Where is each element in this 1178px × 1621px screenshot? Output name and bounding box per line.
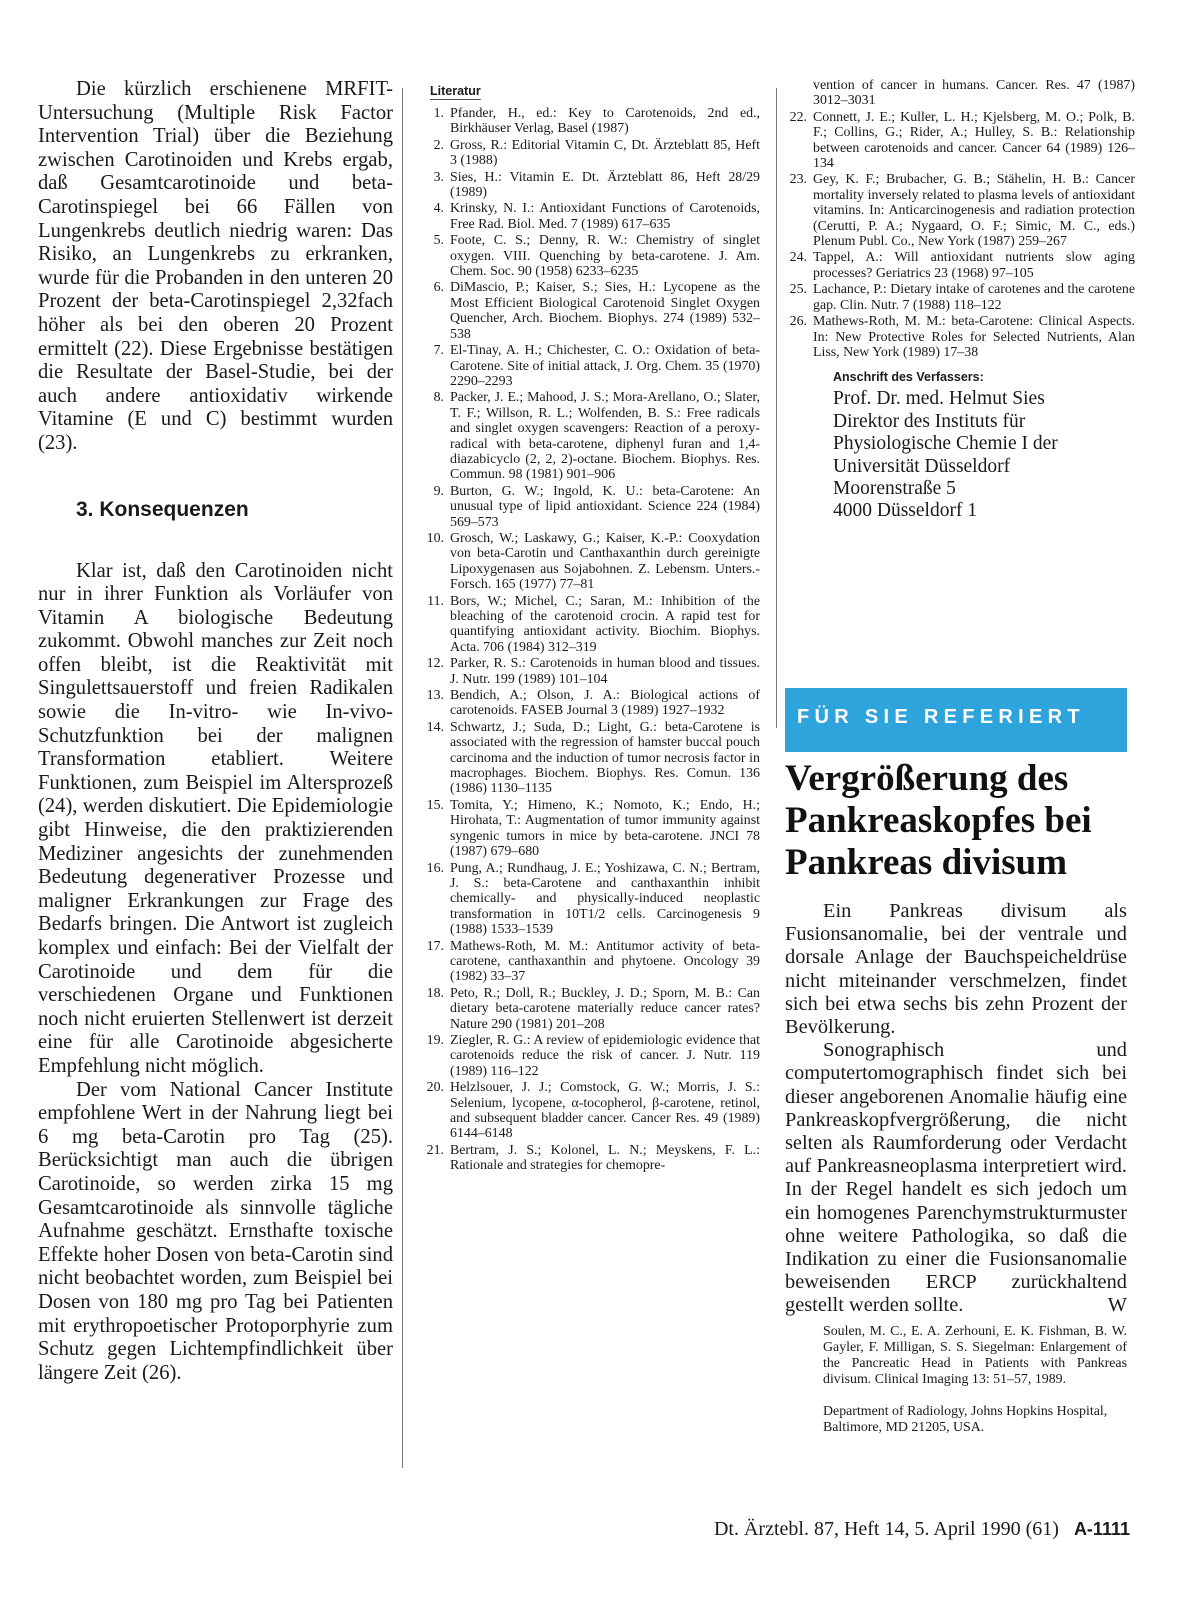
reference-item xyxy=(783,314,1135,360)
reference-text: Helzlsouer, J. J.; Comstock, G. W.; Morris, J. S.: Selenium, lycopene, α-tocopherol, β-carotene, retinol, and subsequent bladder cancer. Cancer Res. 49 (1989) 6144–6148 xyxy=(450,1080,760,1142)
article-department: Department of Radiology, Johns Hopkins Hospital, Baltimore, MD 21205, USA. xyxy=(823,1403,1108,1435)
reference-list-continued xyxy=(783,110,1135,361)
literatur-heading: Literatur xyxy=(430,84,481,98)
reference-text: Krinsky, N. I.: Antioxidant Functions of Carotenoids, Free Rad. Biol. Med. 7 (1989) 617–635 xyxy=(450,201,760,232)
reference-item xyxy=(420,656,760,687)
paragraph-nci-recommendation: Der vom National Cancer Institute empfohlene Wert in der Nahrung liegt bei 6 mg beta-Carotin pro Tag (25). Berücksichtigt man auch die übrigen Carotinoide, so werden zirka 15 mg Gesamtcarotinoide als sinnvolle tägliche Aufnahme geschätzt. Ernsthafte toxische Effekte hoher Dosen von beta-Carotin sind nicht beobachtet worden, zum Beispiel bei Dosen von 180 mg pro Tag bei Patienten mit erythropoetischer Protoporphyrie zum Schutz gegen Lichtempfindlichkeit über längere Zeit (26). xyxy=(38,1078,393,1384)
reference-number: 7. xyxy=(433,343,444,359)
reference-item xyxy=(420,280,760,342)
reference-number: 26. xyxy=(789,314,807,330)
reference-number: 11. xyxy=(427,593,444,609)
reference-item xyxy=(420,531,760,593)
reference-list xyxy=(420,106,760,1174)
headline-line: Pankreaskopfes bei xyxy=(785,800,1092,841)
reference-number: 16. xyxy=(426,860,444,876)
reference-item xyxy=(420,106,760,137)
references-column xyxy=(420,82,760,1175)
reference-item xyxy=(420,720,760,797)
reference-number: 10. xyxy=(426,530,444,546)
address-label: Anschrift des Verfassers: xyxy=(833,370,984,385)
address-line: Direktor des Instituts für xyxy=(833,410,1026,432)
reference-item xyxy=(420,861,760,938)
right-column xyxy=(783,78,1135,523)
reference-text: El-Tinay, A. H.; Chichester, C. O.: Oxidation of beta-Carotene. Site of initial attack, J. Org. Chem. 35 (1970) 2290–2293 xyxy=(450,343,760,389)
reference-text: Tappel, A.: Will antioxidant nutrients slow aging processes? Geriatrics 23 (1968) 97–105 xyxy=(813,250,1135,281)
reference-number: 3. xyxy=(433,169,444,185)
reference-item xyxy=(420,170,760,201)
reference-text: Bendich, A.; Olson, J. A.: Biological actions of carotenoids. FASEB Journal 3 (1989) 1927–1932 xyxy=(450,688,760,719)
reference-text: Foote, C. S.; Denny, R. W.: Chemistry of singlet oxygen. VIII. Quenching by beta-carotene. J. Am. Chem. Soc. 90 (1958) 6233–6235 xyxy=(450,233,760,280)
reference-item xyxy=(420,1033,760,1079)
reference-text: Connett, J. E.; Kuller, L. H.; Kjelsberg, M. O.; Polk, B. F.; Collins, G.; Rider, A.; Hulley, S. B.: Relationship between carotenoids and cancer. Cancer 64 (1989) 126–134 xyxy=(813,109,1135,172)
reference-number: 5. xyxy=(433,233,444,249)
reference-text: Gross, R.: Editorial Vitamin C, Dt. Ärzteblatt 85, Heft 3 (1988) xyxy=(450,137,760,169)
reference-text: Bertram, J. S.; Kolonel, L. N.; Meyskens, F. L.: Rationale and strategies for chemopre- xyxy=(450,1142,760,1174)
address-line: Moorenstraße 5 xyxy=(833,477,956,499)
article-paragraph xyxy=(785,1039,1127,1317)
reference-number: 19. xyxy=(426,1032,444,1048)
reference-item xyxy=(420,484,760,530)
address-line: 4000 Düsseldorf 1 xyxy=(833,500,978,522)
section-banner xyxy=(785,688,1127,752)
reference-number: 17. xyxy=(426,938,444,954)
reference-number: 14. xyxy=(426,719,444,735)
banner-label: FÜR SIE REFERIERT xyxy=(797,706,1085,728)
reference-text: Packer, J. E.; Mahood, J. S.; Mora-Arellano, O.; Slater, T. F.; Willson, R. L.; Wolfenden, B. S.: Free radicals and singlet oxygen scavengers: Reaction of a peroxy-radical with beta-carotene, diphenyl furan and 1,4-diazabicyclo (2, 2, 2)-octane. Biochem. Biophys. Res. Commun. 98 (1981) 901–906 xyxy=(450,390,760,483)
reference-number: 18. xyxy=(426,985,444,1001)
reference-text: Gey, K. F.; Brubacher, G. B.; Stähelin, H. B.: Cancer mortality inversely related to plasma levels of antioxidant vitamins. In: Anticarcinogenesis and radiation protection (Cerutti, P. A.; Nygaard, O. F.; Simic, M. C., eds.) Plenum Publ. Co., New York (1987) 259–267 xyxy=(813,172,1135,250)
paragraph-konsequenzen: Klar ist, daß den Carotinoiden nicht nur in ihrer Funktion als Vorläufer von Vitamin A biologische Bedeutung zukommt. Obwohl manches zur Zeit noch offen bleibt, ist die Reaktivität mit Singulettsauerstoff und freien Radikalen sowie die In-vitro- wie In-vivo-Schutzfunktion bei der malignen Transformation etabliert. Weitere Funktionen, zum Beispiel im Altersprozeß (24), werden diskutiert. Die Epidemiologie gibt Hinweise, die den praktizierenden Mediziner angesichts der zunehmenden Bedeutung degenerativer Prozesse und maligner Erkrankungen zur Frage des Bedarfs bringen. Die Antwort ist zugleich komplex und einfach: Bei der Vielfalt der Carotinoide und dem für die verschiedenen Organe und Funktionen noch nicht eruierten Stellenwert ist derzeit eine für alle Carotinoide abgesicherte Empfehlung nicht möglich. xyxy=(38,559,393,1077)
reference-number: 2. xyxy=(433,137,444,153)
reference-text: DiMascio, P.; Kaiser, S.; Sies, H.: Lycopene as the Most Efficient Biological Carotenoid Singlet Oxygen Quencher, Arch. Biochem. Biophys. 274 (1989) 532–538 xyxy=(450,280,760,342)
journal-reference: Dt. Ärztebl. 87, Heft 14, 5. April 1990 (61) xyxy=(713,1518,1059,1540)
reference-number: 4. xyxy=(433,201,444,217)
reference-item xyxy=(420,201,760,232)
reference-text: Tomita, Y.; Himeno, K.; Nomoto, K.; Endo, H.; Hirohata, T.: Augmentation of tumor immunity against syngenic tumors in mice by beta-carotene. JNCI 78 (1987) 679–680 xyxy=(450,797,760,860)
reference-item xyxy=(420,1080,760,1142)
reference-text: Burton, G. W.; Ingold, K. U.: beta-Carotene: An unusual type of lipid antioxidant. Science 224 (1984) 569–573 xyxy=(450,483,760,530)
reference-item xyxy=(420,986,760,1032)
article-citation: Soulen, M. C., E. A. Zerhouni, E. K. Fishman, B. W. Gayler, F. Milligan, S. S. Siegelman: Enlargement of the Pancreatic Head in Patients with Pankreas divisum. Clinical Imaging 13: 51–57, 1989. xyxy=(823,1323,1127,1387)
reference-21-continuation: vention of cancer in humans. Cancer. Res. 47 (1987) 3012–3031 xyxy=(813,78,1135,109)
headline-line: Pankreas divisum xyxy=(785,842,1068,883)
reference-text: Sies, H.: Vitamin E. Dt. Ärzteblatt 86, Heft 28/29 (1989) xyxy=(450,169,760,201)
reference-text: Mathews-Roth, M. M.: Antitumor activity of beta-carotene, canthaxanthin and phytoene. Oncology 39 (1982) 33–37 xyxy=(450,938,760,985)
address-line: Prof. Dr. med. Helmut Sies xyxy=(833,388,1045,410)
reference-number: 25. xyxy=(789,282,807,298)
reference-text: Parker, R. S.: Carotenoids in human blood and tissues. J. Nutr. 199 (1989) 101–104 xyxy=(450,656,760,687)
author-signature: W xyxy=(1107,1294,1127,1317)
article-paragraph: Ein Pankreas divisum als Fusionsanomalie, bei der ventrale und dorsale Anlage der Bauchspeicheldrüse nicht miteinander verschmelzen, findet sich bei etwa sechs bis zehn Prozent der Bevölkerung. xyxy=(785,900,1127,1039)
reference-text: Mathews-Roth, M. M.: beta-Carotene: Clinical Aspects. In: New Protective Roles for Selected Nutrients, Alan Liss, New York (1989) 17–38 xyxy=(813,314,1135,360)
reference-text: Lachance, P.: Dietary intake of carotenes and the carotene gap. Clin. Nutr. 7 (1988) 118–122 xyxy=(813,282,1135,313)
reference-item xyxy=(420,798,760,860)
reference-number: 20. xyxy=(426,1080,444,1096)
reference-number: 24. xyxy=(789,250,807,266)
reference-item xyxy=(783,250,1135,281)
reference-item xyxy=(420,138,760,169)
reference-number: 23. xyxy=(789,172,807,188)
reference-text: Peto, R.; Doll, R.; Buckley, J. D.; Sporn, M. B.: Can dietary beta-carotene materially reduce cancer rates? Nature 290 (1981) 201–208 xyxy=(450,985,760,1032)
reference-text: Bors, W.; Michel, C.; Saran, M.: Inhibition of the bleaching of the carotenoid crocin. A rapid test for quantifying antioxidant activity. Biochim. Biophys. Acta. 706 (1984) 312–319 xyxy=(450,593,760,655)
page-footer xyxy=(575,1518,1130,1541)
reference-item xyxy=(420,390,760,482)
reference-text: Pfander, H., ed.: Key to Carotenoids, 2nd ed., Birkhäuser Verlag, Basel (1987) xyxy=(450,106,760,137)
reference-item xyxy=(420,594,760,656)
address-line: Physiologische Chemie I der xyxy=(833,433,1058,455)
reference-number: 9. xyxy=(433,483,444,499)
reference-number: 8. xyxy=(433,390,444,406)
reference-text: Grosch, W.; Laskawy, G.; Kaiser, K.-P.: Cooxydation von beta-Carotin und Canthaxanthin durch gereinigte Lipoxygenasen aus Sojabohnen. Z. Lebensm. Unters.-Forsch. 165 (1977) 77–81 xyxy=(450,530,760,593)
left-column xyxy=(38,78,393,1385)
column-rule-right xyxy=(776,88,777,728)
article-paragraph-text: Sonographisch und computertomographisch findet sich bei dieser angeborenen Anomalie häufig eine Pankreaskopfvergrößerung, die nicht selten als Raumforderung oder Verdacht auf Pankreasneoplasma interpretiert wird. In der Regel handelt es sich jedoch um ein homogenes Parenchymstrukturmuster ohne weitere Pathologika, so daß die Indikation zu einer die Fusionsanomalie beweisenden ERCP zurückhaltend gestellt werden sollte. xyxy=(785,1039,1127,1317)
reference-item xyxy=(420,233,760,279)
paragraph-mrfit: Die kürzlich erschienene MRFIT-Untersuchung (Multiple Risk Factor Intervention Trial) über die Beziehung zwischen Carotinoiden und Krebs ergab, daß Gesamtcarotinoide und beta-Carotinspiegel bei 66 Fällen von Lungenkrebs deutlich niedrig waren: Das Risiko, an Lungenkrebs zu erkranken, wurde für die Probanden in den unteren 20 Prozent der beta-Carotinspiegel 2,32fach höher als bei den oberen 20 Prozent ermittelt (22). Diese Ergebnisse bestätigen die Resultate der Basel-Studie, bei der auch andere antioxidativ wirkende Vitamine (E und C) bestimmt wurden (23). xyxy=(38,78,393,454)
section-heading-konsequenzen: 3. Konsequenzen xyxy=(76,497,249,521)
page-number: A-1111 xyxy=(1073,1519,1130,1539)
column-rule-left xyxy=(402,88,403,1468)
reference-item xyxy=(420,688,760,719)
reference-number: 12. xyxy=(426,656,444,672)
reference-text: Ziegler, R. G.: A review of epidemiologic evidence that carotenoids reduce the risk of cancer. J. Nutr. 119 (1989) 116–122 xyxy=(450,1032,760,1079)
reference-item xyxy=(420,939,760,985)
reference-item xyxy=(783,110,1135,172)
article-body xyxy=(785,900,1127,1436)
reference-number: 15. xyxy=(426,797,444,813)
address-line: Universität Düsseldorf xyxy=(833,455,1011,477)
reference-number: 1. xyxy=(433,106,444,121)
reference-number: 22. xyxy=(789,109,807,125)
reference-number: 13. xyxy=(426,688,444,704)
reference-item xyxy=(783,172,1135,249)
headline-line: Vergrößerung des xyxy=(785,758,1069,799)
reference-number: 21. xyxy=(426,1142,444,1158)
reference-item xyxy=(783,282,1135,313)
reference-item xyxy=(420,343,760,389)
article-headline xyxy=(785,758,1137,884)
reference-text: Schwartz, J.; Suda, D.; Light, G.: beta-Carotene is associated with the regression of hamster buccal pouch carcinoma and the induction of tumor necrosis factor in macrophages. Biochem. Biophys. Res. Comun. 136 (1986) 1130–1135 xyxy=(450,719,760,797)
reference-text: Pung, A.; Rundhaug, J. E.; Yoshizawa, C. N.; Bertram, J. S.: beta-Carotene and canthaxanthin inhibit chemically- and physically-induced neoplastic transformation in 10T1/2 cells. Carcinogenesis 9 (1988) 1533–1539 xyxy=(450,860,760,938)
reference-number: 6. xyxy=(433,280,444,296)
reference-item xyxy=(420,1143,760,1174)
